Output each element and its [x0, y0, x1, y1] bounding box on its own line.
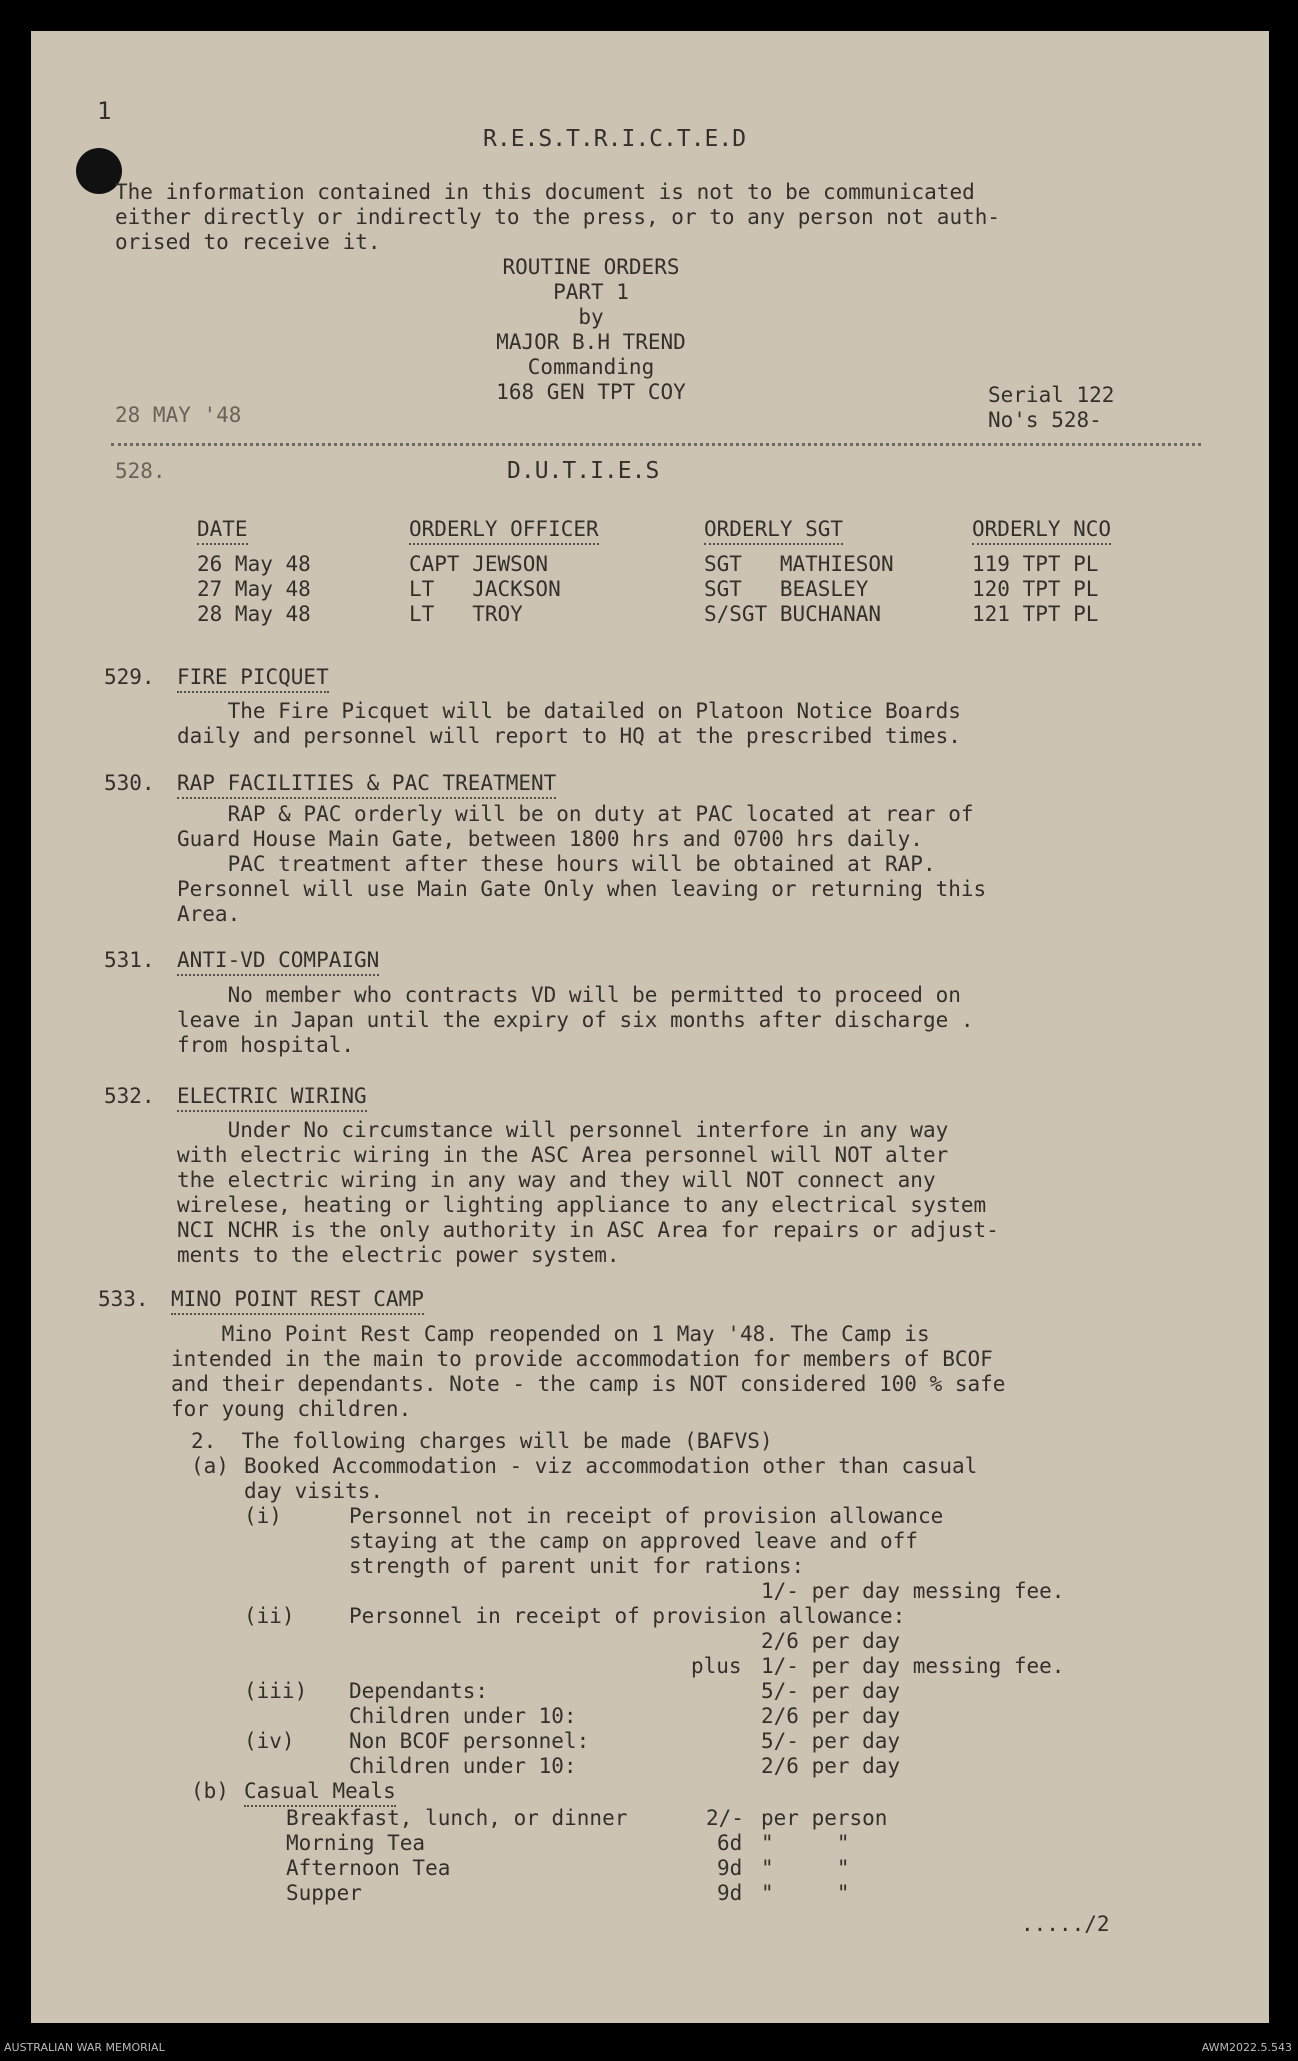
meal-unit: " " [761, 1881, 850, 1905]
charges-intro: 2. The following charges will be made (BAFVS) [191, 1429, 773, 1453]
order-line: The Fire Picquet will be datailed on Platoon Notice Boards [177, 699, 961, 723]
order-line: from hospital. [177, 1033, 355, 1057]
classification-heading: R.E.S.T.R.I.C.T.E.D [483, 126, 747, 152]
duty-officer: LT JACKSON [409, 577, 561, 601]
divider-rule [111, 443, 1201, 446]
charge-text: Booked Accommodation - viz accommodation other than casual [244, 1454, 978, 1478]
charge-fee: 1/- per day messing fee. [761, 1654, 1065, 1678]
charge-text: Personnel in receipt of provision allowance: [349, 1604, 906, 1628]
sub-label: (iii) [244, 1679, 308, 1703]
header-line: ROUTINE ORDERS [502, 255, 680, 279]
order-number: 532. [104, 1084, 155, 1108]
charge-text: Personnel not in receipt of provision allowance [349, 1504, 944, 1528]
sub-label: (ii) [244, 1604, 295, 1628]
order-line: and their dependants. Note - the camp is NOT considered 100 % safe [171, 1372, 1006, 1396]
order-line: intended in the main to provide accommodation for members of BCOF [171, 1347, 993, 1371]
order-title: ELECTRIC WIRING [177, 1084, 367, 1112]
meal-price: 9d [717, 1881, 743, 1905]
charge-fee: 5/- per day [761, 1679, 901, 1703]
header-line: MAJOR B.H TREND [496, 330, 686, 354]
order-line: for young children. [171, 1397, 412, 1421]
charge-fee: 2/6 per day [761, 1629, 901, 1653]
duty-sergeant: SGT BEASLEY [704, 577, 869, 601]
order-number: 531. [104, 948, 155, 972]
sub-label: (a) [191, 1454, 229, 1478]
meal-name: Afternoon Tea [286, 1856, 451, 1880]
column-header: ORDERLY OFFICER [409, 517, 599, 545]
meals-title: Casual Meals [244, 1779, 396, 1807]
duty-nco: 120 TPT PL [972, 577, 1099, 601]
order-line: Under No circumstance will personnel interfore in any way [177, 1118, 949, 1142]
order-line: ments to the electric power system. [177, 1243, 620, 1267]
serial-number: Serial 122 [988, 383, 1115, 407]
charge-text: Non BCOF personnel: [349, 1729, 590, 1753]
order-date: 28 MAY '48 [115, 403, 242, 427]
duty-officer: LT TROY [409, 602, 523, 626]
meal-name: Supper [286, 1881, 362, 1905]
duty-date: 26 May 48 [197, 552, 311, 576]
order-title: MINO POINT REST CAMP [171, 1287, 424, 1315]
duty-date: 27 May 48 [197, 577, 311, 601]
order-line: the electric wiring in any way and they will NOT connect any [177, 1168, 936, 1192]
order-line: Mino Point Rest Camp reopended on 1 May '48. The Camp is [171, 1322, 930, 1346]
header-line: Commanding [527, 355, 655, 379]
charge-text: staying at the camp on approved leave and off [349, 1529, 918, 1553]
charge-text: day visits. [244, 1479, 384, 1503]
page-mark: 1 [97, 97, 112, 125]
charge-text: Children under 10: [349, 1754, 577, 1778]
order-line: leave in Japan until the expiry of six months after discharge . [177, 1008, 974, 1032]
notice-line: orised to receive it. [115, 230, 381, 254]
duty-officer: CAPT JEWSON [409, 552, 549, 576]
charge-text: Children under 10: [349, 1704, 577, 1728]
archive-reference: AWM2022.5.543 [1201, 2041, 1292, 2054]
duty-date: 28 May 48 [197, 602, 311, 626]
meal-unit: " " [761, 1831, 850, 1855]
document-page [31, 31, 1269, 2023]
order-line: No member who contracts VD will be permitted to proceed on [177, 983, 961, 1007]
notice-line: The information contained in this document is not to be communicated [115, 180, 975, 204]
meal-price: 9d [717, 1856, 743, 1880]
section-title: D.U.T.I.E.S [507, 458, 660, 484]
order-line: NCI NCHR is the only authority in ASC Area for repairs or adjust- [177, 1218, 999, 1242]
sub-label: (b) [191, 1779, 229, 1803]
order-line: with electric wiring in the ASC Area personnel will NOT alter [177, 1143, 949, 1167]
order-number: 530. [104, 771, 155, 795]
order-numbers: No's 528- [988, 408, 1102, 432]
order-title: ANTI-VD COMPAIGN [177, 948, 379, 976]
order-line: wirelese, heating or lighting appliance to any electrical system [177, 1193, 987, 1217]
column-header: DATE [197, 517, 248, 545]
order-line: PAC treatment after these hours will be obtained at RAP. [177, 852, 936, 876]
order-line: Personnel will use Main Gate Only when leaving or returning this [177, 877, 987, 901]
archive-credit: AUSTRALIAN WAR MEMORIAL [4, 2041, 165, 2054]
order-line: Guard House Main Gate, between 1800 hrs and 0700 hrs daily. [177, 827, 923, 851]
notice-line: either directly or indirectly to the press, or to any person not auth- [115, 205, 1001, 229]
meal-name: Morning Tea [286, 1831, 426, 1855]
sub-label: (i) [244, 1504, 282, 1528]
charge-fee: 2/6 per day [761, 1704, 901, 1728]
order-number: 533. [98, 1287, 149, 1311]
order-title: FIRE PICQUET [177, 665, 329, 693]
sub-label: (iv) [244, 1729, 295, 1753]
column-header: ORDERLY SGT [704, 517, 843, 545]
duty-sergeant: S/SGT BUCHANAN [704, 602, 882, 626]
charge-fee: 1/- per day messing fee. [761, 1579, 1065, 1603]
duty-nco: 121 TPT PL [972, 602, 1099, 626]
meal-price: 6d [717, 1831, 743, 1855]
continuation-mark: ...../2 [1021, 1912, 1110, 1936]
meal-name: Breakfast, lunch, or dinner [286, 1806, 628, 1830]
order-line: daily and personnel will report to HQ at the prescribed times. [177, 724, 961, 748]
order-title: RAP FACILITIES & PAC TREATMENT [177, 771, 556, 799]
order-line: Area. [177, 902, 241, 926]
duty-nco: 119 TPT PL [972, 552, 1099, 576]
order-line: RAP & PAC orderly will be on duty at PAC located at rear of [177, 802, 974, 826]
meal-price: 2/- [706, 1806, 744, 1830]
meal-unit: per person [761, 1806, 888, 1830]
charge-text: Dependants: [349, 1679, 489, 1703]
order-number: 528. [115, 459, 166, 483]
meal-unit: " " [761, 1856, 850, 1880]
header-line: by [578, 305, 604, 329]
charge-plus: plus [691, 1654, 742, 1678]
charge-fee: 2/6 per day [761, 1754, 901, 1778]
order-number: 529. [104, 665, 155, 689]
header-line: PART 1 [553, 280, 629, 304]
charge-fee: 5/- per day [761, 1729, 901, 1753]
charge-text: strength of parent unit for rations: [349, 1554, 805, 1578]
duty-sergeant: SGT MATHIESON [704, 552, 894, 576]
column-header: ORDERLY NCO [972, 517, 1111, 545]
header-line: 168 GEN TPT COY [496, 380, 686, 404]
